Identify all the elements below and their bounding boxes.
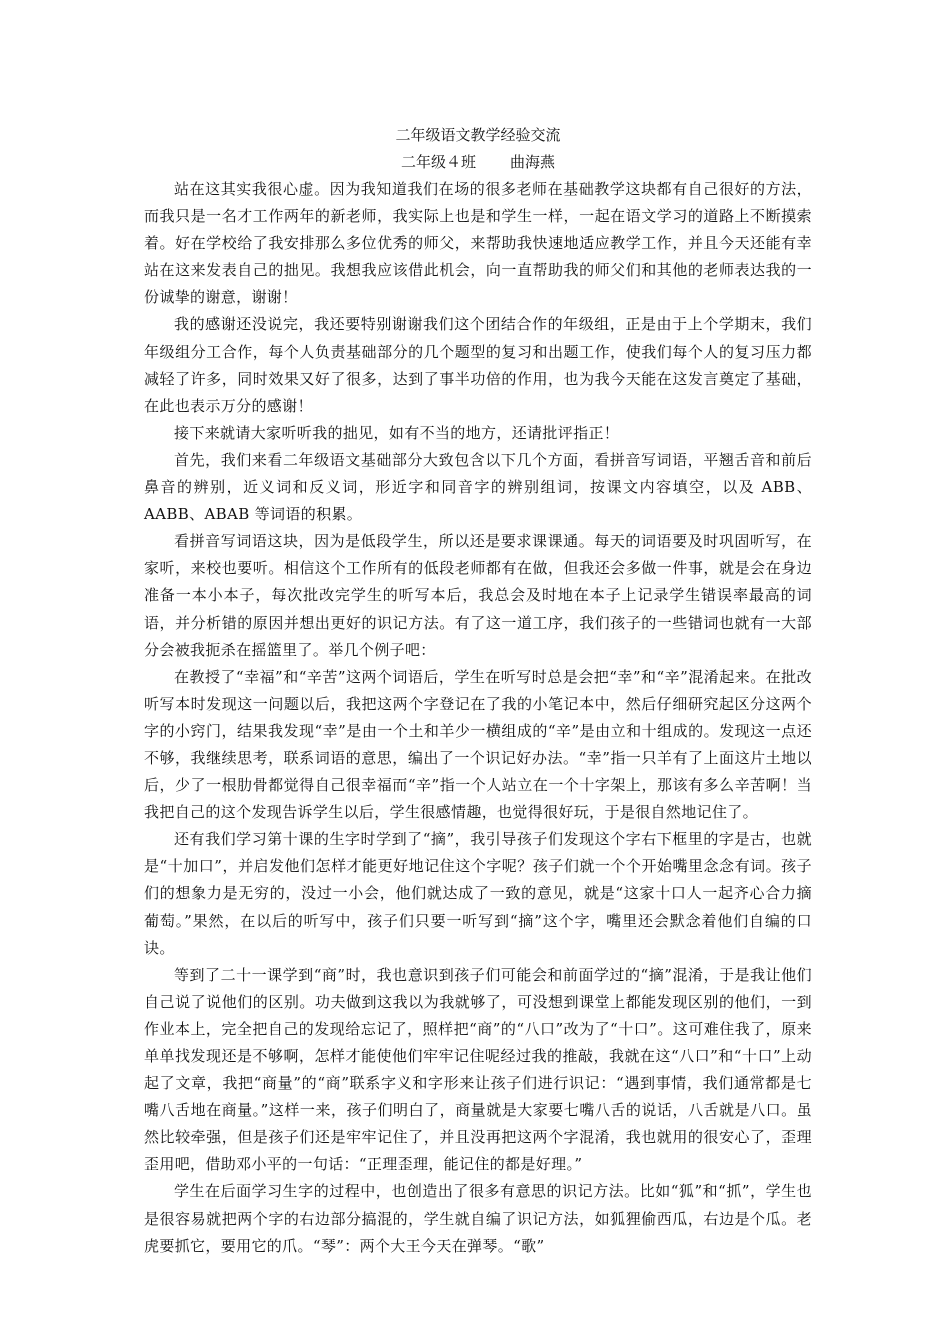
paragraph-3: 接下来就请大家听听我的拙见，如有不当的地方，还请批评指正！	[174, 423, 620, 442]
paragraph-8: 等到了二十一课学到“商”时，我也意识到孩子们可能会和前面学过的“摘”混淆，于是我让他们自己说了说他们的区别。功夫做到这我以为我就够了，可没想到课堂上都能发现区别的他们，一到作业本上，完全把自己的发现给忘记了，照样把“商”的“八口”改为了“十口”。这可难住我了，原来单单找发现还是不够啊，怎样才能使他们牢牢记住呢经过我的推敲，我就在这“八口”和“十口”上动起了文章，我把“商量”的“商”联系字义和字形来让孩子们进行识记：“遇到事情，我们通常都是七嘴八舌地在商量。”这样一来，孩子们明白了，商量就是大家要七嘴八舌的说话，八舌就是八口。虽然比较牵强，但是孩子们还是牢牢记住了，并且没再把这两个字混淆，我也就用的很安心了，歪理歪用吧，借助邓小平的一句话：“正理歪理，能记住的都是好理。”	[144, 965, 812, 1174]
paragraph-1: 站在这其实我很心虚。因为我知道我们在场的很多老师在基础教学这块都有自己很好的方法，而我只是一名才工作两年的新老师，我实际上也是和学生一样，一起在语文学习的道路上不断摸索着。好在学校给了我安排那么多位优秀的师父，来帮助我快速地适应教学工作，并且今天还能有幸站在这来发表自己的拙见。我想我应该借此机会，向一直帮助我的师父们和其他的老师表达我的一份诚挚的谢意，谢谢！	[144, 180, 812, 307]
author-name: 曲海燕	[510, 153, 556, 171]
paragraph-6: 在教授了“幸福”和“辛苦”这两个词语后，学生在听写时总是会把“幸”和“辛”混淆起来。在批改听写本时发现这一问题以后，我把这两个字登记在了我的小笔记本中，然后仔细研究起区分这两个字的小窍门，结果我发现“幸”是由一个土和羊少一横组成的“辛”是由立和十组成的。发现这一点还不够，我继续思考，联系词语的意思，编出了一个识记好办法。“幸”指一只羊有了上面这片土地以后，少了一根肋骨都觉得自己很幸福而“辛”指一个人站立在一个十字架上，那该有多么辛苦啊！当我把自己的这个发现告诉学生以后，学生很感情趣，也觉得很好玩，于是很自然地记住了。	[144, 667, 812, 822]
paragraph-4: 首先，我们来看二年级语文基础部分大致包含以下几个方面，看拼音写词语，平翘舌音和前后鼻音的辨别，近义词和反义词，形近字和同音字的辨别组词，按课文内容填空，以及 ABB、AABB、ABAB 等词语的积累。	[144, 450, 812, 524]
document-page	[144, 122, 812, 1260]
paragraph-2: 我的感谢还没说完，我还要特别谢谢我们这个团结合作的年级组，正是由于上个学期末，我们年级组分工合作，每个人负责基础部分的几个题型的复习和出题工作，使我们每个人的复习压力都减轻了许多，同时效果又好了很多，达到了事半功倍的作用，也为我今天能在这发言奠定了基础，在此也表示万分的感谢！	[144, 315, 812, 415]
paragraph-5: 看拼音写词语这块，因为是低段学生，所以还是要求课课通。每天的词语要及时巩固听写，在家听，来校也要听。相信这个工作所有的低段老师都有在做，但我还会多做一件事，就是会在身边准备一本小本子，每次批改完学生的听写本后，我总会及时地在本子上记录学生错误率最高的词语，并分析错的原因并想出更好的识记方法。有了这一道工序，我们孩子的一些错词也就有一大部分会被我扼杀在摇篮里了。举几个例子吧：	[144, 532, 812, 659]
document-body	[144, 176, 812, 1260]
paragraph-7: 还有我们学习第十课的生字时学到了“摘”，我引导孩子们发现这个字右下框里的字是古，也就是“十加口”，并启发他们怎样才能更好地记住这个字呢？孩子们就一个个开始嘴里念念有词。孩子们的想象力是无穷的，没过一小会，他们就达成了一致的意见，就是“这家十口人一起齐心合力摘葡萄。”果然，在以后的听写中，孩子们只要一听写到“摘”这个字，嘴里还会默念着他们自编的口诀。	[144, 830, 812, 957]
document-byline	[144, 149, 812, 176]
document-title: 二年级语文教学经验交流	[395, 126, 561, 144]
paragraph-9: 学生在后面学习生字的过程中，也创造出了很多有意思的识记方法。比如“狐”和“抓”，学生也是很容易就把两个字的右边部分搞混的，学生就自编了识记方法，如狐狸偷西瓜，右边是个瓜。老虎要抓它，要用它的爪。“琴”：两个大王今天在弹琴。“歌”	[144, 1182, 812, 1255]
class-name: 二年级４班	[400, 153, 476, 171]
